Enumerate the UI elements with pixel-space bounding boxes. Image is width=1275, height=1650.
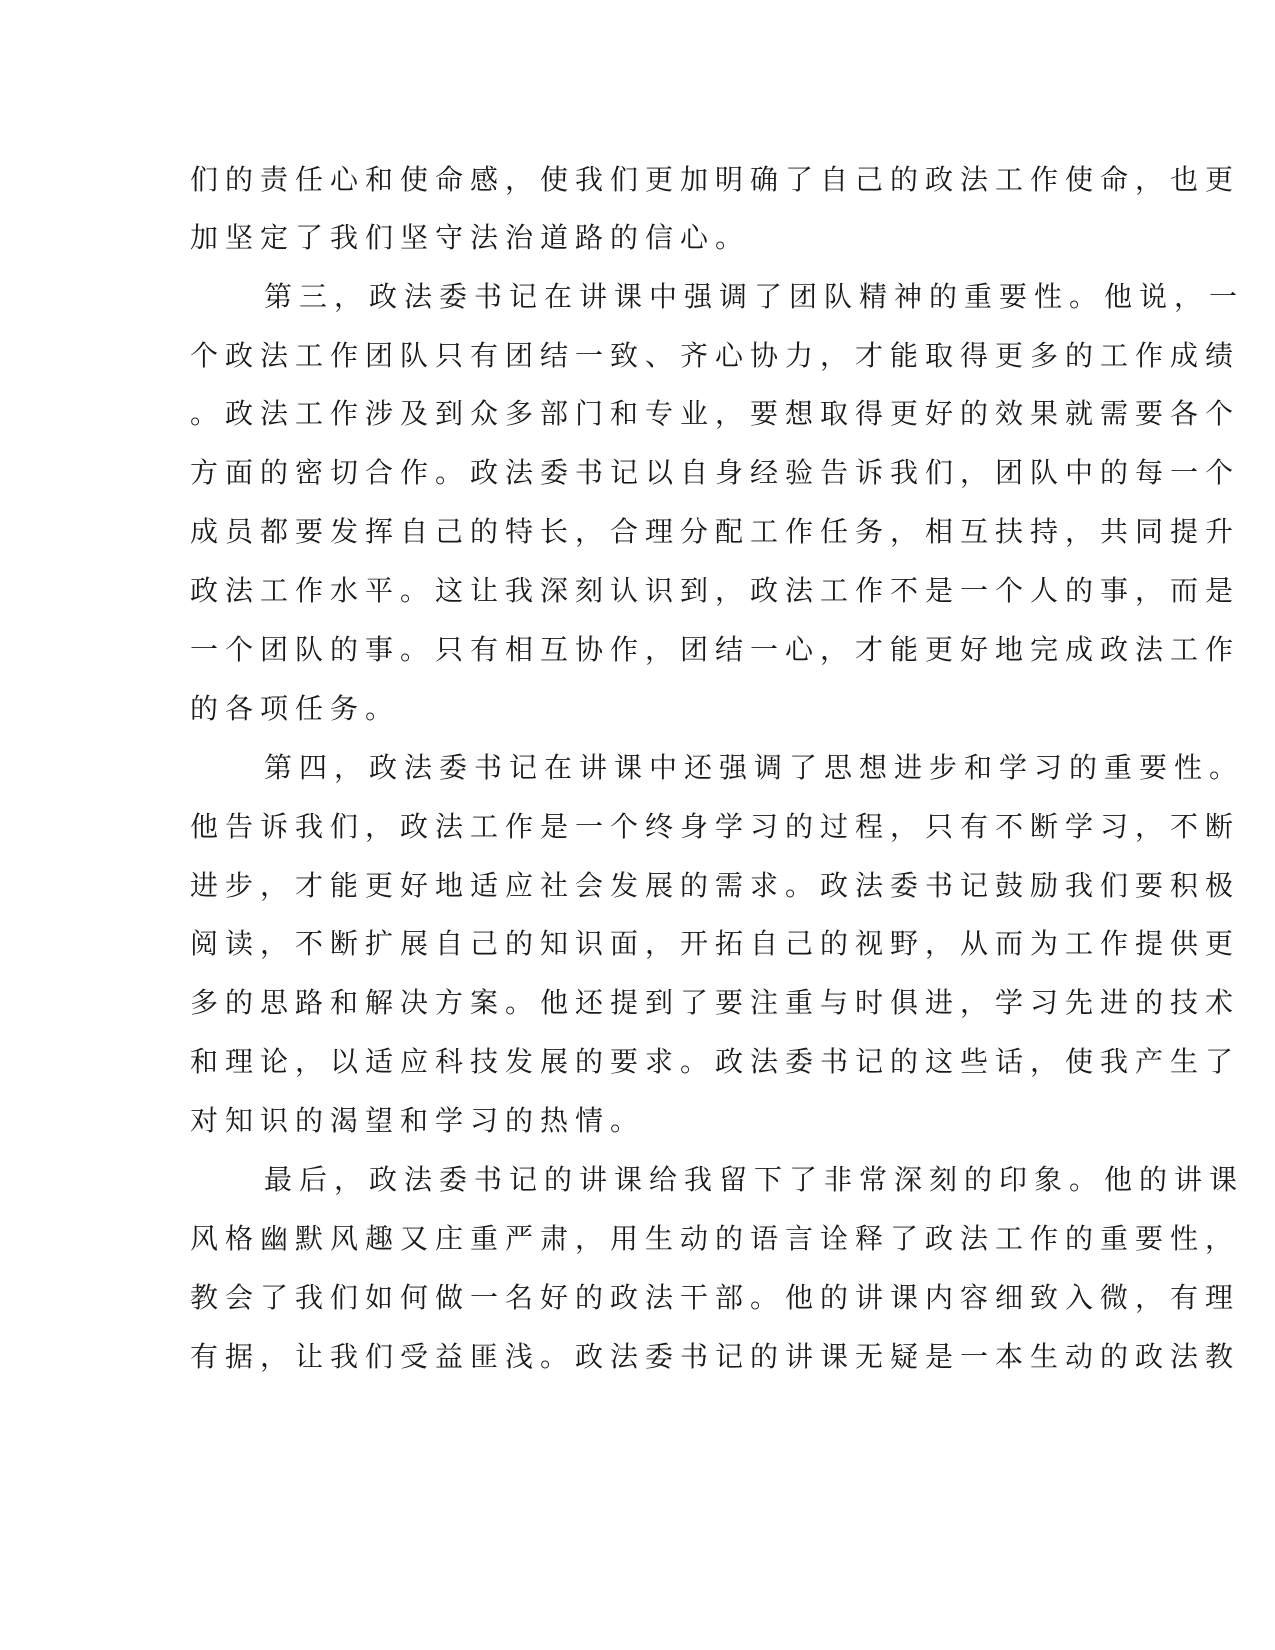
text-line: 和理论，以适应科技发展的要求。政法委书记的这些话，使我产生了 bbox=[190, 1045, 1241, 1078]
text-line: 一个团队的事。只有相互协作，团结一心，才能更好地完成政法工作 bbox=[190, 633, 1241, 666]
text-line: 加坚定了我们坚守法治道路的信心。 bbox=[190, 221, 751, 254]
text-line: 风格幽默风趣又庄重严肃，用生动的语言诠释了政法工作的重要性， bbox=[190, 1222, 1241, 1255]
text-line: 对知识的渴望和学习的热情。 bbox=[190, 1104, 646, 1137]
paragraph-start-line: 第四，政法委书记在讲课中还强调了思想进步和学习的重要性。 bbox=[264, 751, 1245, 784]
text-line: 方面的密切合作。政法委书记以自身经验告诉我们，团队中的每一个 bbox=[190, 456, 1241, 489]
text-line: 多的思路和解决方案。他还提到了要注重与时俱进，学习先进的技术 bbox=[190, 986, 1241, 1019]
text-line: 进步，才能更好地适应社会发展的需求。政法委书记鼓励我们要积极 bbox=[190, 869, 1241, 902]
text-line: 阅读，不断扩展自己的知识面，开拓自己的视野，从而为工作提供更 bbox=[190, 927, 1241, 960]
text-line: 。政法工作涉及到众多部门和专业，要想取得更好的效果就需要各个 bbox=[190, 397, 1241, 430]
paragraph-start-line: 第三，政法委书记在讲课中强调了团队精神的重要性。他说，一 bbox=[264, 280, 1245, 313]
text-line: 成员都要发挥自己的特长，合理分配工作任务，相互扶持，共同提升 bbox=[190, 515, 1241, 548]
text-line: 政法工作水平。这让我深刻认识到，政法工作不是一个人的事，而是 bbox=[190, 574, 1241, 607]
text-line: 有据，让我们受益匪浅。政法委书记的讲课无疑是一本生动的政法教 bbox=[190, 1340, 1241, 1373]
text-line: 教会了我们如何做一名好的政法干部。他的讲课内容细致入微，有理 bbox=[190, 1281, 1241, 1314]
text-line: 个政法工作团队只有团结一致、齐心协力，才能取得更多的工作成绩 bbox=[190, 339, 1241, 372]
paragraph-start-line: 最后，政法委书记的讲课给我留下了非常深刻的印象。他的讲课 bbox=[264, 1163, 1245, 1196]
text-line: 的各项任务。 bbox=[190, 692, 401, 725]
text-line: 他告诉我们，政法工作是一个终身学习的过程，只有不断学习，不断 bbox=[190, 810, 1241, 843]
text-line: 们的责任心和使命感，使我们更加明确了自己的政法工作使命，也更 bbox=[190, 163, 1241, 196]
